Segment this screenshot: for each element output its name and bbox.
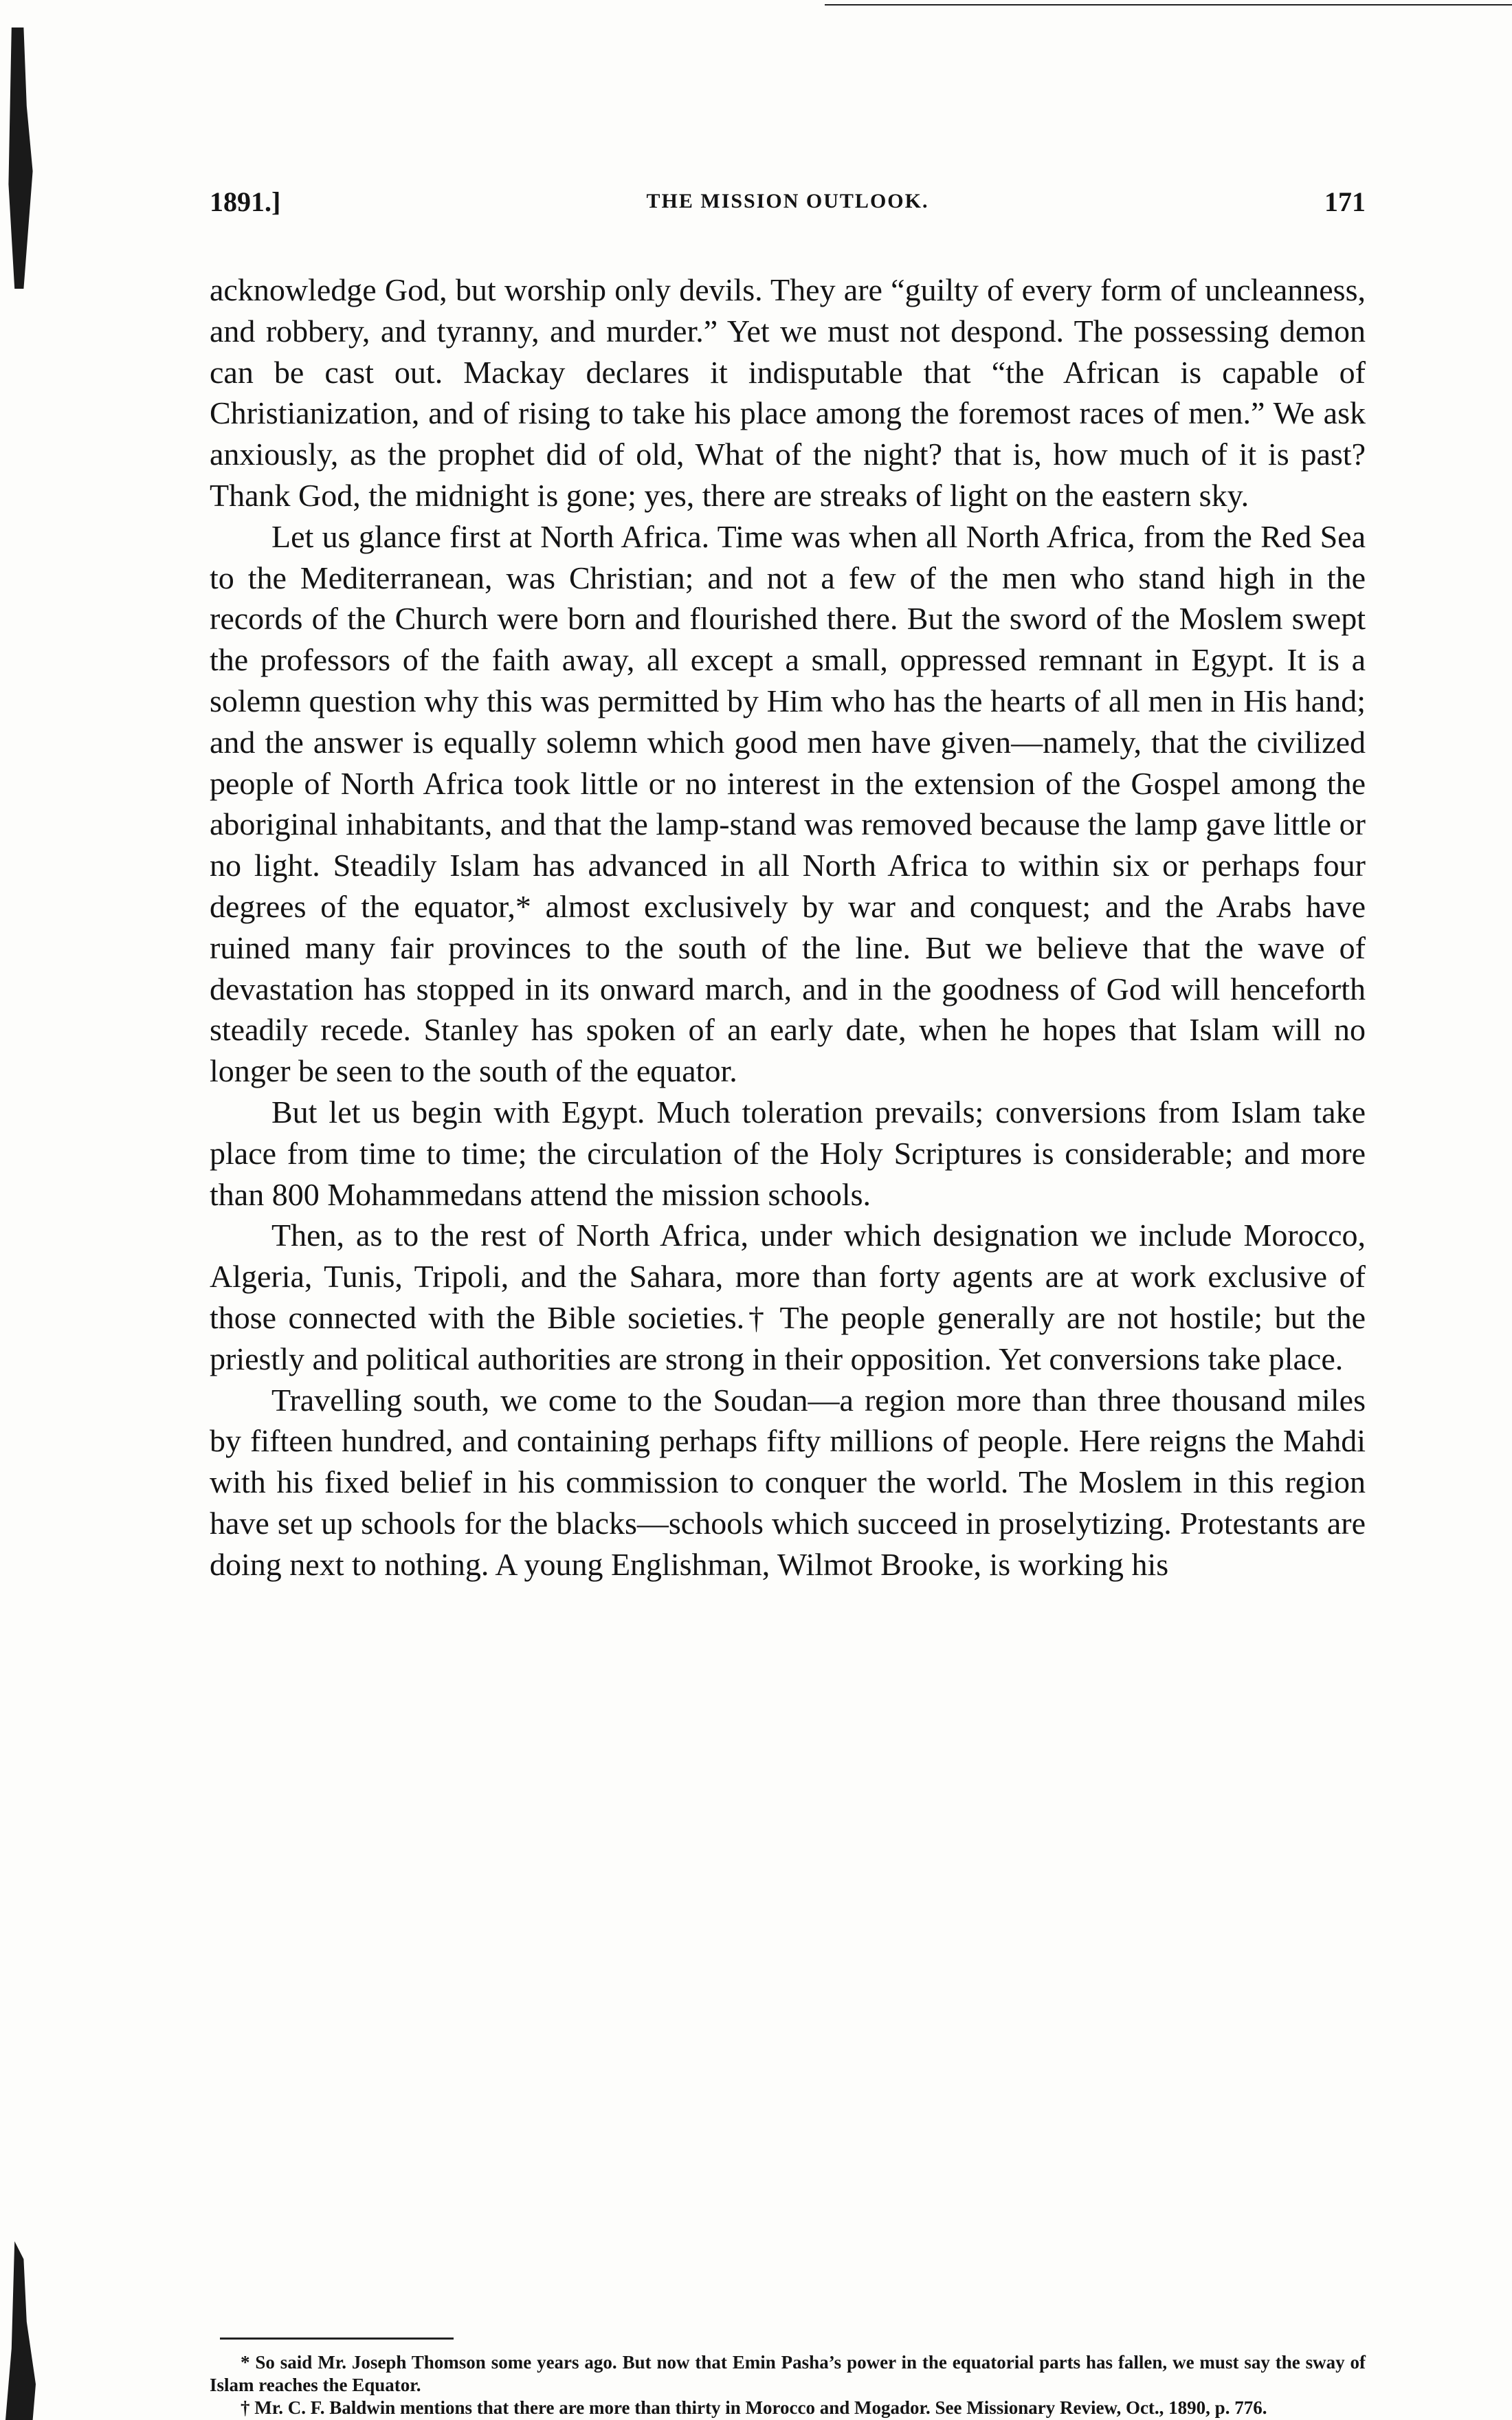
paragraph-rest-of-north-africa: Then, as to the rest of North Africa, under which designation we include Morocco, Algeria, Tunis, Tripoli, and the Sahara, more than forty agents are at work exclusive of those connected with the Bible societies.† The people generally are not hostile; but the priestly and political authorities are strong in their opposition. Yet conversions take place. (210, 1218, 1366, 1376)
footnote-asterisk: * So said Mr. Joseph Thomson some years ago. But now that Emin Pasha’s power in the equatorial parts has fallen, we must say the sway of Islam reaches the Equator. (210, 2352, 1366, 2395)
page-number: 171 (1324, 186, 1366, 217)
footnote-rule (220, 2338, 454, 2340)
footnotes (210, 2351, 1366, 2419)
header-year: 1891.] (210, 186, 281, 217)
paragraph-north-africa: Let us glance first at North Africa. Time was when all North Africa, from the Red Sea to the Mediterranean, was Christian; and not a few of the men who stand high in the records of the Church were born and flourished there. But the sword of the Moslem swept the professors of the faith away, all except a small, oppressed remnant in Egypt. It is a solemn question why this was permitted by Him who has the hearts of all men in His hand; and the answer is equally solemn which good men have given—namely, that the civilized people of North Africa took little or no interest in the extension of the Gospel among the aboriginal inhabitants, and that the lamp-stand was removed because the lamp gave little or no light. Steadily Islam has advanced in all North Africa to within six or perhaps four degrees of the equator,* almost exclusively by war and conquest; and the Arabs have ruined many fair provinces to the south of the line. But we believe that the wave of devastation has stopped in its onward march, and in the goodness of God will henceforth steadily recede. Stanley has spoken of an early date, when he hopes that Islam will no longer be seen to the south of the equator. (210, 518, 1366, 1089)
header-title: THE MISSION OUTLOOK. (646, 190, 929, 212)
top-edge-rule (825, 4, 1512, 6)
paragraph-continued: acknowledge God, but worship only devils. They are “guilty of every form of uncleanness, and robbery, and tyranny, and murder.” Yet we must not despond. The possessing demon can be cast out. Mackay declares it indisputable that “the African is capable of Christianization, and of rising to take his place among the foremost races of men.” We ask anxiously, as the prophet did of old, What of the night? that is, how much of it is past? Thank God, the midnight is gone; yes, there are streaks of light on the eastern sky. (210, 272, 1366, 513)
binding-shadow-bottom (5, 2241, 36, 2420)
body-text (210, 270, 1366, 1585)
paragraph-soudan: Travelling south, we come to the Soudan—a region more than three thousand miles by fifteen hundred, and containing perhaps fifty millions of people. Here reigns the Mahdi with his fixed belief in his commission to conquer the world. The Moslem in this region have set up schools for the blacks—schools which succeed in proselytizing. Protestants are doing next to nothing. A young Englishman, Wilmot Brooke, is working his (210, 1382, 1366, 1582)
paragraph-egypt: But let us begin with Egypt. Much toleration prevails; conversions from Islam take place from time to time; the circulation of the Holy Scriptures is considerable; and more than 800 Mohammedans attend the mission schools. (210, 1094, 1366, 1212)
running-header (210, 186, 1366, 227)
binding-shadow-top (5, 28, 36, 289)
footnote-dagger: † Mr. C. F. Baldwin mentions that there are more than thirty in Morocco and Mogador. See Missionary Review, Oct., 1890, p. 776. (241, 2397, 1267, 2418)
